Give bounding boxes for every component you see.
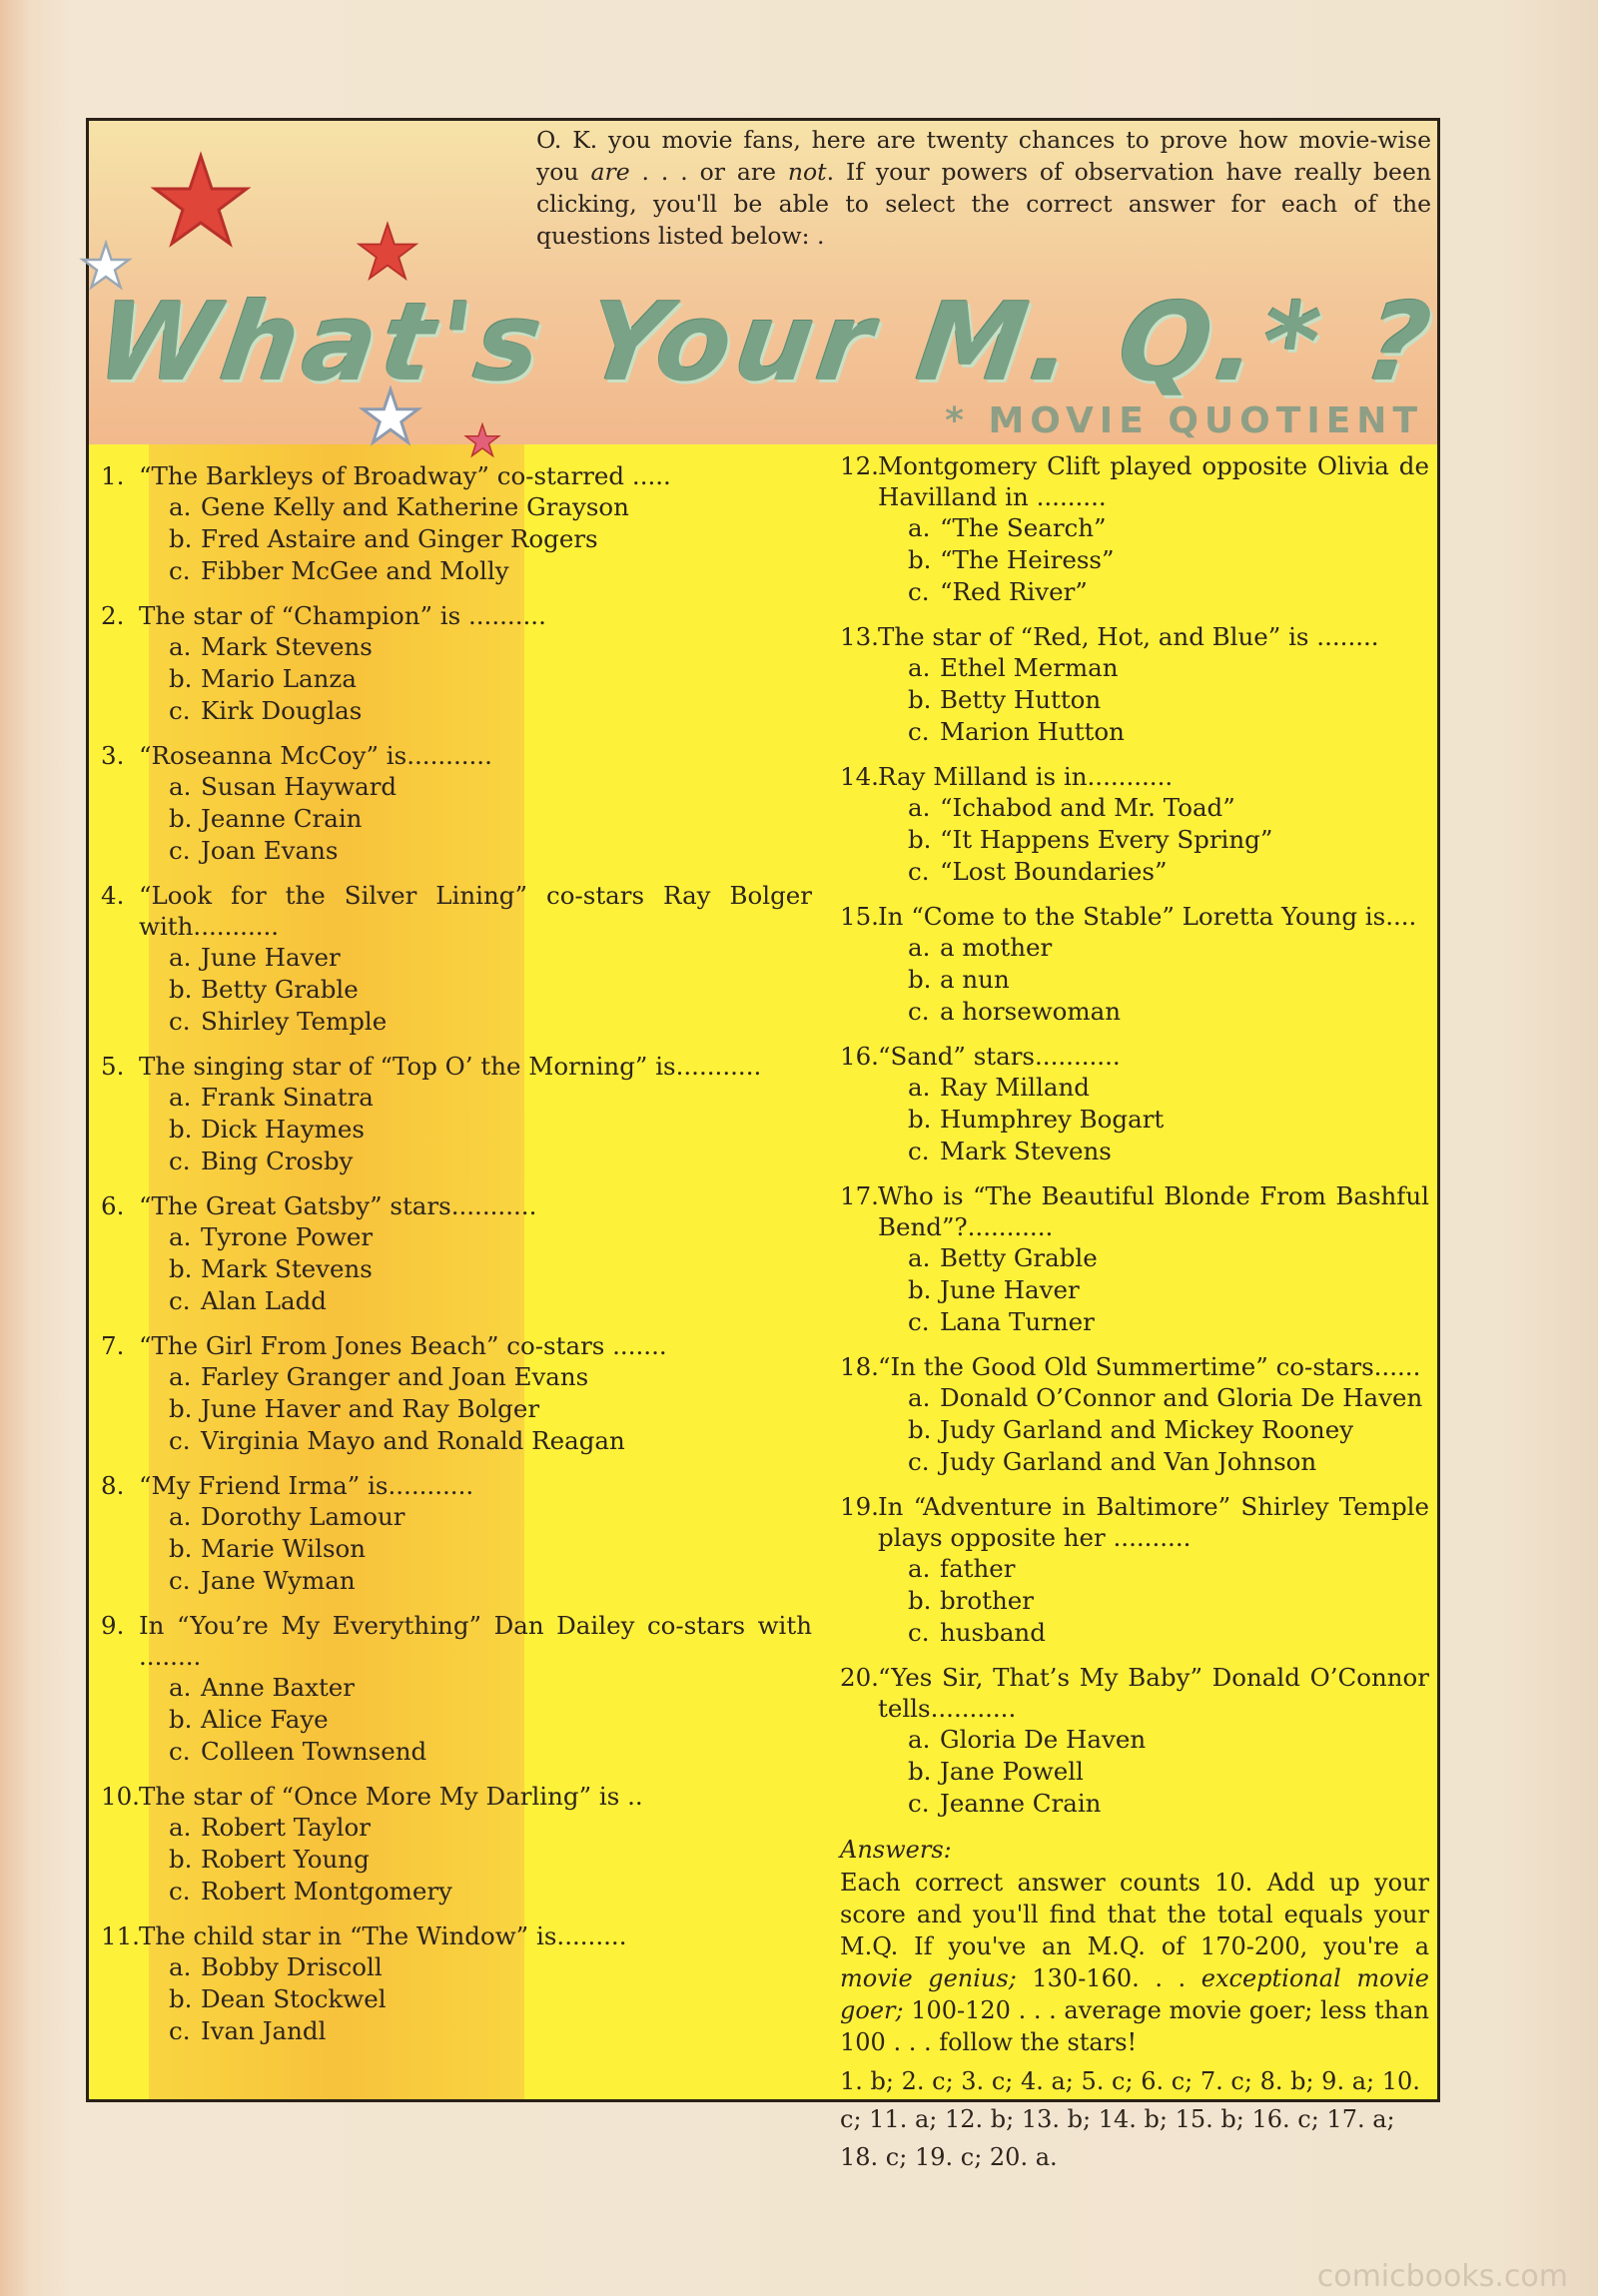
option-text: Judy Garland and Mickey Rooney xyxy=(940,1415,1354,1444)
option-text: Alan Ladd xyxy=(201,1286,327,1315)
question-number: 8. xyxy=(101,1471,125,1500)
answer-option xyxy=(840,576,1429,608)
answer-option xyxy=(101,1285,812,1317)
question-text: “My Friend Irma” is........... xyxy=(139,1471,474,1500)
question-number: 16. xyxy=(840,1042,879,1071)
option-text: Susan Hayward xyxy=(201,772,398,801)
answer-option xyxy=(101,1951,812,1983)
option-letter: c. xyxy=(169,556,191,585)
option-text: June Haver xyxy=(201,943,341,972)
option-letter: a. xyxy=(908,653,931,682)
question-text: In “You’re My Everything” Dan Dailey co-stars with ........ xyxy=(139,1611,812,1671)
option-letter: c. xyxy=(908,1618,930,1647)
option-letter: c. xyxy=(908,577,930,606)
watermark: comicbooks.com xyxy=(1316,2259,1568,2294)
answer-option xyxy=(840,964,1429,996)
question-3 xyxy=(101,740,812,867)
answer-option xyxy=(101,1565,812,1597)
option-letter: b. xyxy=(169,975,193,1004)
question-header xyxy=(101,740,812,771)
answer-option xyxy=(840,1274,1429,1306)
question-2 xyxy=(101,600,812,727)
questions-left-column xyxy=(101,460,812,2060)
option-text: Betty Grable xyxy=(940,1243,1098,1272)
option-text: Jeanne Crain xyxy=(940,1789,1102,1818)
option-text: Frank Sinatra xyxy=(201,1083,374,1112)
answer-option xyxy=(101,1983,812,2015)
option-letter: a. xyxy=(169,1362,192,1391)
option-letter: b. xyxy=(169,1984,193,2013)
question-header xyxy=(840,1351,1429,1382)
option-letter: b. xyxy=(169,664,193,693)
option-text: Bobby Driscoll xyxy=(201,1952,383,1981)
option-text: a mother xyxy=(940,933,1053,962)
answer-option xyxy=(840,1553,1429,1585)
option-text: Ray Milland xyxy=(940,1073,1090,1102)
option-letter: b. xyxy=(169,524,193,553)
answer-option xyxy=(101,1082,812,1114)
option-text: June Haver xyxy=(940,1275,1080,1304)
question-header xyxy=(840,1041,1429,1072)
question-header xyxy=(840,621,1429,652)
questions-right-list xyxy=(840,450,1429,1820)
question-8 xyxy=(101,1470,812,1597)
answer-option xyxy=(101,1672,812,1704)
answer-option xyxy=(101,695,812,727)
option-text: Mark Stevens xyxy=(201,1254,373,1283)
answer-option xyxy=(840,1756,1429,1788)
option-text: “It Happens Every Spring” xyxy=(940,825,1273,854)
option-letter: b. xyxy=(908,1275,932,1304)
answer-option xyxy=(840,1617,1429,1649)
option-text: Ivan Jandl xyxy=(201,2016,327,2045)
question-7 xyxy=(101,1330,812,1457)
question-14 xyxy=(840,761,1429,888)
quiz-panel xyxy=(86,118,1443,2171)
option-text: Farley Granger and Joan Evans xyxy=(201,1362,589,1391)
option-letter: a. xyxy=(908,1243,931,1272)
question-number: 19. xyxy=(840,1492,879,1521)
question-text: “The Barkleys of Broadway” co-starred ..... xyxy=(139,461,671,490)
option-letter: a. xyxy=(908,793,931,822)
question-10 xyxy=(101,1781,812,1908)
question-text: The star of “Champion” is .......... xyxy=(139,601,546,630)
answer-option xyxy=(101,1501,812,1533)
option-letter: a. xyxy=(908,1073,931,1102)
answer-option xyxy=(101,1876,812,1908)
option-text: “Lost Boundaries” xyxy=(940,857,1168,886)
answer-option xyxy=(101,1736,812,1768)
question-text: “The Great Gatsby” stars........... xyxy=(139,1191,537,1220)
question-16 xyxy=(840,1041,1429,1167)
option-letter: b. xyxy=(908,1586,932,1615)
option-letter: c. xyxy=(169,2016,191,2045)
question-text: The singing star of “Top O’ the Morning” is........... xyxy=(139,1052,762,1081)
answers-section xyxy=(840,1833,1429,2176)
question-text: “In the Good Old Summertime” co-stars...... xyxy=(878,1352,1421,1381)
answer-option xyxy=(101,1146,812,1177)
question-text: “Roseanna McCoy” is........... xyxy=(139,741,492,770)
answer-option xyxy=(101,523,812,555)
option-letter: a. xyxy=(908,933,931,962)
question-11 xyxy=(101,1920,812,2047)
answer-option xyxy=(840,1382,1429,1414)
answer-option xyxy=(101,1425,812,1457)
option-text: father xyxy=(940,1554,1016,1583)
answers-scoring-text: Each correct answer counts 10. Add up your score and you'll find that the total equals your M.Q. If you've an M.Q. of 170-200, you're a movie genius; 130-160. . . exceptional movie goer; 100-120 . . . average movie goer; less than 100 . . . follow the stars! xyxy=(840,1869,1429,2056)
question-number: 7. xyxy=(101,1331,125,1360)
option-text: Tyrone Power xyxy=(201,1222,374,1251)
option-text: husband xyxy=(940,1618,1046,1647)
answer-option xyxy=(101,1006,812,1038)
option-text: Judy Garland and Van Johnson xyxy=(940,1447,1317,1476)
option-text: “The Heiress” xyxy=(940,545,1115,574)
option-letter: c. xyxy=(908,857,930,886)
question-13 xyxy=(840,621,1429,748)
option-letter: a. xyxy=(169,772,192,801)
option-text: Virginia Mayo and Ronald Reagan xyxy=(201,1426,625,1455)
option-text: brother xyxy=(940,1586,1034,1615)
option-letter: a. xyxy=(908,1383,931,1412)
option-text: Gene Kelly and Katherine Grayson xyxy=(201,492,629,521)
option-text: Ethel Merman xyxy=(940,653,1119,682)
question-text: The star of “Red, Hot, and Blue” is ........ xyxy=(878,622,1379,651)
question-number: 12. xyxy=(840,451,879,480)
option-text: Gloria De Haven xyxy=(940,1725,1147,1754)
question-header xyxy=(101,1051,812,1082)
option-text: Fibber McGee and Molly xyxy=(201,556,509,585)
question-6 xyxy=(101,1190,812,1317)
question-number: 14. xyxy=(840,762,879,791)
question-number: 1. xyxy=(101,461,125,490)
question-text: “The Girl From Jones Beach” co-stars ....... xyxy=(139,1331,667,1360)
option-text: Betty Hutton xyxy=(940,685,1102,714)
option-text: Dick Haymes xyxy=(201,1115,365,1144)
page-title: What's Your M. Q.* ? xyxy=(89,281,1443,405)
answer-option xyxy=(101,974,812,1006)
option-text: a nun xyxy=(940,965,1010,994)
answer-option xyxy=(101,1221,812,1253)
option-text: Shirley Temple xyxy=(201,1007,388,1036)
question-17 xyxy=(840,1180,1429,1338)
question-header xyxy=(840,1491,1429,1553)
answer-option xyxy=(101,1844,812,1876)
question-header xyxy=(840,1662,1429,1724)
questions-right-column xyxy=(840,450,1429,2176)
option-letter: b. xyxy=(169,1845,193,1874)
option-text: Humphrey Bogart xyxy=(940,1105,1165,1134)
question-number: 15. xyxy=(840,902,879,931)
option-text: June Haver and Ray Bolger xyxy=(201,1394,540,1423)
question-text: In “Come to the Stable” Loretta Young is.... xyxy=(878,902,1417,931)
question-number: 9. xyxy=(101,1611,125,1640)
option-text: Anne Baxter xyxy=(201,1673,356,1702)
option-letter: c. xyxy=(908,1789,930,1818)
question-4 xyxy=(101,880,812,1038)
option-letter: b. xyxy=(169,1115,193,1144)
option-text: Marie Wilson xyxy=(201,1534,367,1563)
question-number: 10. xyxy=(101,1782,140,1811)
answer-option xyxy=(101,1393,812,1425)
option-letter: b. xyxy=(169,1534,193,1563)
answer-option xyxy=(840,932,1429,964)
option-letter: a. xyxy=(169,632,192,661)
question-text: Montgomery Clift played opposite Olivia de Havilland in ......... xyxy=(878,451,1429,511)
option-text: Robert Taylor xyxy=(201,1813,371,1842)
option-text: Jane Powell xyxy=(940,1757,1084,1786)
option-letter: a. xyxy=(169,1083,192,1112)
option-text: Dorothy Lamour xyxy=(201,1502,405,1531)
question-number: 4. xyxy=(101,881,125,910)
option-text: Colleen Townsend xyxy=(201,1737,427,1766)
answer-option xyxy=(840,716,1429,748)
option-text: Marion Hutton xyxy=(940,717,1125,746)
question-number: 17. xyxy=(840,1181,879,1210)
option-text: Bing Crosby xyxy=(201,1147,354,1175)
answer-option xyxy=(101,942,812,974)
option-letter: c. xyxy=(169,1877,191,1906)
question-header xyxy=(101,1781,812,1812)
option-text: Betty Grable xyxy=(201,975,359,1004)
answer-option xyxy=(101,1533,812,1565)
question-text: Who is “The Beautiful Blonde From Bashful Bend”?........... xyxy=(878,1181,1429,1241)
answer-option xyxy=(840,1072,1429,1104)
answer-option xyxy=(101,1361,812,1393)
page-subtitle: * MOVIE QUOTIENT xyxy=(945,400,1423,441)
option-letter: b. xyxy=(908,685,932,714)
option-text: a horsewoman xyxy=(940,997,1122,1026)
option-letter: a. xyxy=(169,1813,192,1842)
option-text: “Ichabod and Mr. Toad” xyxy=(940,793,1235,822)
option-letter: a. xyxy=(169,1502,192,1531)
question-header xyxy=(101,600,812,631)
answer-option xyxy=(101,663,812,695)
question-text: “Yes Sir, That’s My Baby” Donald O’Connor tells........... xyxy=(878,1663,1429,1723)
answer-option xyxy=(840,824,1429,856)
option-letter: b. xyxy=(169,804,193,833)
question-text: “Look for the Silver Lining” co-stars Ray Bolger with........... xyxy=(139,881,812,941)
option-text: Dean Stockwel xyxy=(201,1984,387,2013)
option-letter: b. xyxy=(908,545,932,574)
option-text: Mark Stevens xyxy=(201,632,373,661)
option-letter: a. xyxy=(169,1673,192,1702)
answer-option xyxy=(840,684,1429,716)
answer-option xyxy=(840,1724,1429,1756)
answers-key: 1. b; 2. c; 3. c; 4. a; 5. c; 6. c; 7. c; 8. b; 9. a; 10. c; 11. a; 12. b; 13. b; 14. b; 15. b; 16. c; 17. a; 18. c; 19. c; 20. a. xyxy=(840,2067,1420,2171)
option-text: “Red River” xyxy=(940,577,1088,606)
option-letter: a. xyxy=(169,1952,192,1981)
answer-option xyxy=(840,792,1429,824)
option-letter: b. xyxy=(908,825,932,854)
option-letter: b. xyxy=(908,1757,932,1786)
answer-option xyxy=(840,544,1429,576)
answer-option xyxy=(840,1585,1429,1617)
question-text: The star of “Once More My Darling” is .. xyxy=(139,1782,643,1811)
option-letter: b. xyxy=(169,1394,193,1423)
option-letter: c. xyxy=(169,1286,191,1315)
option-letter: c. xyxy=(908,1447,930,1476)
answer-option xyxy=(840,1788,1429,1820)
option-letter: b. xyxy=(908,1415,932,1444)
question-header xyxy=(840,450,1429,512)
answer-option xyxy=(840,1136,1429,1167)
question-text: “Sand” stars........... xyxy=(878,1042,1121,1071)
question-12 xyxy=(840,450,1429,608)
option-letter: a. xyxy=(908,513,931,542)
question-header xyxy=(101,1470,812,1501)
answer-option xyxy=(101,1114,812,1146)
option-letter: c. xyxy=(169,696,191,725)
star-icon-tiny xyxy=(464,422,500,458)
option-text: Mark Stevens xyxy=(940,1137,1112,1165)
answer-option xyxy=(101,555,812,587)
answer-option xyxy=(840,856,1429,888)
question-number: 20. xyxy=(840,1663,879,1692)
option-letter: c. xyxy=(169,1007,191,1036)
option-letter: a. xyxy=(169,1222,192,1251)
question-header xyxy=(101,1190,812,1221)
question-header xyxy=(101,1920,812,1951)
option-letter: c. xyxy=(908,717,930,746)
option-text: Donald O’Connor and Gloria De Haven xyxy=(940,1383,1423,1412)
question-text: The child star in “The Window” is......... xyxy=(139,1921,627,1950)
option-text: Lana Turner xyxy=(940,1307,1095,1336)
question-header xyxy=(101,460,812,491)
answer-option xyxy=(101,1812,812,1844)
star-icon-small xyxy=(357,221,418,283)
option-letter: a. xyxy=(169,943,192,972)
question-number: 11. xyxy=(101,1921,140,1950)
answer-option xyxy=(101,835,812,867)
option-text: “The Search” xyxy=(940,513,1107,542)
answer-option xyxy=(840,652,1429,684)
question-9 xyxy=(101,1610,812,1768)
question-19 xyxy=(840,1491,1429,1649)
option-letter: c. xyxy=(169,1426,191,1455)
option-letter: c. xyxy=(169,1737,191,1766)
intro-paragraph: O. K. you movie fans, here are twenty chances to prove how movie-wise you are . . . or are not. If your powers of observation have really been clicking, you'll be able to select the correct answer for each of the questions listed below: . xyxy=(536,126,1432,250)
option-letter: c. xyxy=(908,1137,930,1165)
question-text: In “Adventure in Baltimore” Shirley Temple plays opposite her .......... xyxy=(878,1492,1429,1552)
question-header xyxy=(101,1610,812,1672)
answer-option xyxy=(840,1306,1429,1338)
option-letter: b. xyxy=(908,1105,932,1134)
option-text: Kirk Douglas xyxy=(201,696,363,725)
option-letter: b. xyxy=(908,965,932,994)
option-text: Joan Evans xyxy=(201,836,339,865)
answer-option xyxy=(101,803,812,835)
star-icon-large xyxy=(151,151,251,251)
option-text: Robert Young xyxy=(201,1845,370,1874)
answer-option xyxy=(101,491,812,523)
question-number: 5. xyxy=(101,1052,125,1081)
answer-option xyxy=(840,996,1429,1028)
answer-option xyxy=(101,2015,812,2047)
answer-option xyxy=(101,1704,812,1736)
question-20 xyxy=(840,1662,1429,1820)
question-1 xyxy=(101,460,812,587)
option-letter: c. xyxy=(908,1307,930,1336)
option-letter: b. xyxy=(169,1705,193,1734)
question-number: 2. xyxy=(101,601,125,630)
option-letter: c. xyxy=(169,1147,191,1175)
answer-option xyxy=(840,1446,1429,1478)
question-header xyxy=(101,880,812,942)
option-text: Alice Faye xyxy=(201,1705,329,1734)
option-letter: a. xyxy=(908,1554,931,1583)
answer-option xyxy=(101,1253,812,1285)
question-header xyxy=(101,1330,812,1361)
option-letter: c. xyxy=(169,836,191,865)
option-text: Fred Astaire and Ginger Rogers xyxy=(201,524,598,553)
option-text: Mario Lanza xyxy=(201,664,357,693)
answer-option xyxy=(840,1104,1429,1136)
question-number: 3. xyxy=(101,741,125,770)
option-letter: c. xyxy=(169,1566,191,1595)
answers-heading: Answers: xyxy=(840,1836,952,1864)
answer-option xyxy=(840,1414,1429,1446)
question-header xyxy=(840,761,1429,792)
question-header xyxy=(840,1180,1429,1242)
option-text: Jane Wyman xyxy=(201,1566,356,1595)
option-letter: a. xyxy=(169,492,192,521)
answer-option xyxy=(840,512,1429,544)
answer-option xyxy=(840,1242,1429,1274)
answer-option xyxy=(101,631,812,663)
option-letter: c. xyxy=(908,997,930,1026)
question-18 xyxy=(840,1351,1429,1478)
option-text: Jeanne Crain xyxy=(201,804,363,833)
question-header xyxy=(840,901,1429,932)
question-5 xyxy=(101,1051,812,1177)
question-number: 13. xyxy=(840,622,879,651)
option-text: Robert Montgomery xyxy=(201,1877,452,1906)
answer-option xyxy=(101,771,812,803)
option-letter: b. xyxy=(169,1254,193,1283)
question-number: 6. xyxy=(101,1191,125,1220)
option-letter: a. xyxy=(908,1725,931,1754)
question-text: Ray Milland is in........... xyxy=(878,762,1174,791)
question-number: 18. xyxy=(840,1352,879,1381)
question-15 xyxy=(840,901,1429,1028)
